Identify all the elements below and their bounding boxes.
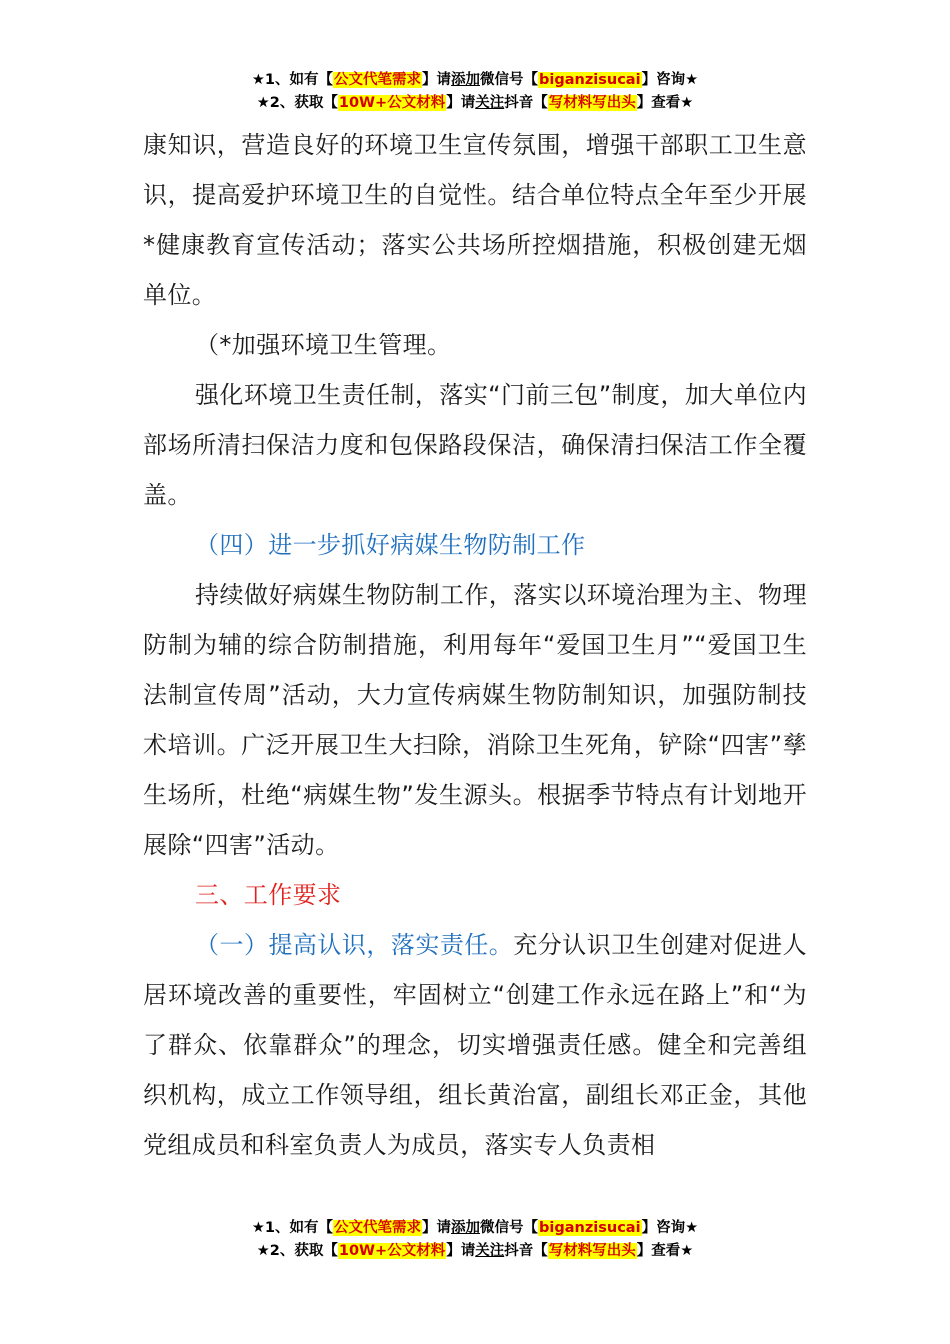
subheading-raise-awareness: （一）提高认识，落实责任。: [195, 931, 514, 959]
section-heading-work-requirements: 三、工作要求: [195, 881, 342, 909]
paragraph-responsibility-system: 强化环境卫生责任制，落实“门前三包”制度，加大单位内部场所清扫保洁力度和包保路段保洁，确保清扫保洁工作全覆盖。: [143, 381, 807, 509]
wechat-id-highlight: biganzisucai: [539, 72, 641, 88]
material-highlight: 10W+公文材料: [338, 1243, 446, 1259]
material-highlight: 10W+公文材料: [338, 95, 446, 111]
paragraph-vector-control: 持续做好病媒生物防制工作，落实以环境治理为主、物理防制为辅的综合防制措施，利用每年“爱国卫生月”“爱国卫生法制宣传周”活动，大力宣传病媒生物防制知识，加强防制技术培训。广泛开展卫生大扫除，消除卫生死角，铲除“四害”孳生场所，杜绝“病媒生物”发生源头。根据季节特点有计划地开展除“四害”活动。: [143, 581, 807, 859]
banner-line-1: ★1、如有【公文代笔需求】请添加微信号【biganzisucai】咨询★: [251, 72, 699, 88]
douyin-id-highlight: 写材料写出头: [548, 1243, 636, 1259]
wechat-id-highlight: biganzisucai: [539, 1220, 641, 1236]
top-banner: [0, 69, 950, 115]
subheading-environment-management: （*加强环境卫生管理。: [195, 331, 452, 359]
document-body: [143, 120, 807, 1170]
service-highlight: 公文代笔需求: [334, 72, 422, 88]
banner-line-2: ★2、获取【10W+公文材料】请关注抖音【写材料写出头】查看★: [256, 95, 694, 111]
bottom-banner: [0, 1217, 950, 1263]
banner-line-2: ★2、获取【10W+公文材料】请关注抖音【写材料写出头】查看★: [256, 1243, 694, 1259]
banner-line-1: ★1、如有【公文代笔需求】请添加微信号【biganzisucai】咨询★: [251, 1220, 699, 1236]
paragraph-raise-awareness: （一）提高认识，落实责任。充分认识卫生创建对促进人居环境改善的重要性，牢固树立“创建工作永远在路上”和“为了群众、依靠群众”的理念，切实增强责任感。健全和完善组织机构，成立工作领导组，组长黄治富，副组长邓正金，其他党组成员和科室负责人为成员，落实专人负责相: [143, 931, 807, 1159]
paragraph-health-knowledge: 康知识，营造良好的环境卫生宣传氛围，增强干部职工卫生意识，提高爱护环境卫生的自觉性。结合单位特点全年至少开展*健康教育宣传活动；落实公共场所控烟措施，积极创建无烟单位。: [143, 131, 807, 309]
douyin-id-highlight: 写材料写出头: [548, 95, 636, 111]
service-highlight: 公文代笔需求: [334, 1220, 422, 1236]
subheading-vector-control: （四）进一步抓好病媒生物防制工作: [195, 531, 586, 559]
